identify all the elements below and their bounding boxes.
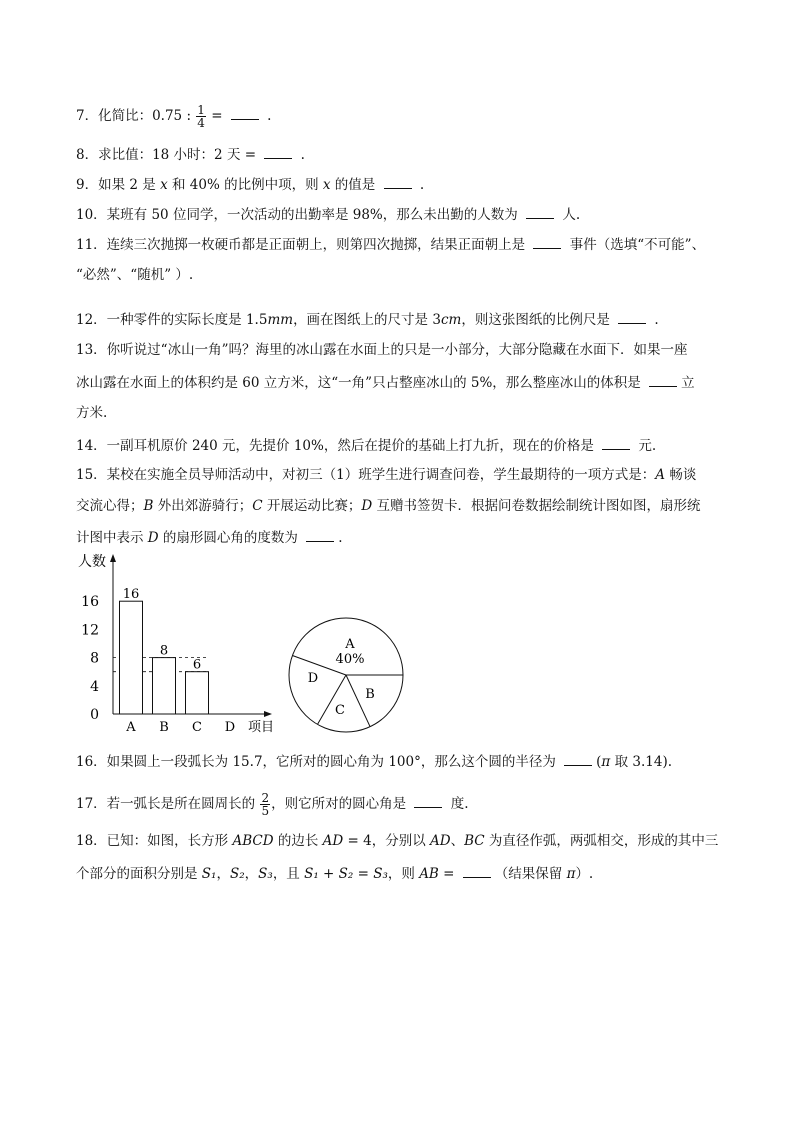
x-tick-label: A [126, 720, 136, 735]
question-18-text: ，则 [387, 866, 420, 882]
question-13-text: 冰山露在水面上的体积约是 60 立方米，这“一角”只占整座冰山的 5%，那么整座冰山的体积是 [76, 375, 646, 391]
question-15-text: 开展运动比赛； [262, 498, 362, 514]
variable-abcd: ABCD [232, 833, 274, 849]
unit-text: 元. [634, 438, 657, 454]
y-axis-label: 人数 [78, 554, 106, 570]
x-axis-label: 项目 [248, 720, 275, 735]
answer-blank[interactable] [231, 106, 259, 120]
question-9-text: 的值是 [330, 177, 380, 193]
question-17-text: 17．若一弧长是所在圆周长的 [76, 796, 260, 812]
data-label: 6 [192, 657, 202, 673]
fraction-numerator: 2 [261, 791, 270, 805]
data-label: 8 [159, 643, 169, 659]
question-9-text: 9．如果 2 是 [76, 177, 161, 193]
question-18-text: （结果保留 [494, 866, 567, 882]
answer-blank[interactable] [384, 175, 412, 189]
bar-chart [81, 587, 235, 735]
question-18-text: 18．已知：如图，长方形 [76, 833, 233, 849]
separator: ， [244, 866, 259, 882]
x-tick-label: C [192, 720, 202, 735]
question-15-line-3 [76, 528, 343, 547]
question-11-text: 11．连续三次抛掷一枚硬币都是正面朝上，则第四次抛掷，结果正面朝上是 [76, 237, 530, 253]
question-15-line-1 [76, 466, 696, 484]
question-18-text: 的边长 [273, 833, 323, 849]
question-15-text: 外出郊游骑行； [153, 498, 253, 514]
answer-blank[interactable] [618, 310, 646, 324]
question-14-text: 14．一副耳机原价 240 元，先提价 10%，然后在提价的基础上打九折，现在的价格是 [76, 438, 599, 454]
period: . [650, 312, 659, 328]
question-11-line-1 [76, 235, 705, 254]
question-11-line-2 [76, 266, 193, 284]
question-13-text: 立 [681, 375, 695, 391]
period: . [262, 108, 272, 124]
question-9-text: 和 40% 的比例中项，则 [167, 177, 323, 193]
fraction-denominator: 5 [261, 804, 270, 818]
pi-symbol: π [566, 866, 576, 882]
pi-symbol: π [601, 754, 611, 770]
question-16 [76, 752, 672, 771]
y-tick-label: 0 [90, 707, 99, 723]
question-18-text: = [438, 866, 459, 882]
pie-percent-label: 40% [335, 652, 365, 667]
question-7-text: 7．化简比：0.75 : [76, 108, 196, 124]
unit-text: 度. [446, 796, 469, 812]
question-16-text: 16．如果圆上一段弧长为 15.7，它所对的圆心角为 100°，那么这个圆的半径为 [76, 754, 561, 770]
question-15-line-2 [76, 497, 700, 515]
variable-x: x [160, 177, 168, 193]
question-11-text: 事件（选填“不可能”、 [565, 237, 706, 253]
y-tick-label: 12 [81, 622, 99, 639]
bar-a [120, 601, 143, 714]
y-tick-label: 8 [90, 650, 99, 667]
question-12-text: ，则这张图纸的比例尺是 [461, 312, 615, 328]
x-axis-arrow [264, 711, 272, 717]
question-13-line-2 [76, 373, 695, 392]
question-8-text: 8．求比值：18 小时：2 天 = [76, 147, 261, 163]
question-17 [76, 792, 469, 817]
statistics-figure [76, 552, 406, 742]
period: . [296, 147, 305, 163]
answer-blank[interactable] [526, 205, 554, 219]
variable-ab: AB [419, 866, 439, 882]
answer-blank[interactable] [264, 145, 292, 159]
variable-bc: BC [464, 833, 485, 849]
separator: ， [216, 866, 230, 882]
answer-blank[interactable] [463, 864, 491, 878]
fraction-numerator: 1 [197, 103, 205, 117]
unit-cm: cm [440, 312, 462, 328]
answer-blank[interactable] [533, 235, 561, 249]
y-tick-label: 16 [81, 594, 99, 611]
pie-chart [289, 618, 403, 732]
bar-b [153, 658, 176, 714]
question-11-text: “必然”、“随机” ）. [76, 267, 194, 283]
period: . [338, 530, 343, 546]
question-13-text: 方米. [76, 405, 108, 421]
bar-c [186, 672, 209, 714]
question-12-text: 12．一种零件的实际长度是 1.5 [76, 312, 268, 328]
equals-sign: = [206, 108, 227, 124]
question-13-line-3 [76, 404, 107, 422]
question-15-text: 交流心得； [76, 498, 144, 514]
equation: S₁ + S₂ = S₃ [304, 866, 388, 882]
question-14 [76, 436, 656, 455]
variable-b: B [143, 498, 154, 514]
question-16-text: ( [596, 754, 602, 770]
variable-s3: S₃ [258, 866, 273, 882]
unit-text: 人. [558, 207, 581, 223]
pie-label-b: B [365, 687, 375, 702]
answer-blank[interactable] [649, 373, 677, 387]
question-15-text: 15．某校在实施全员导师活动中，对初三（1）班学生进行调查问卷，学生最期待的一项方式是： [76, 467, 656, 483]
variable-d: D [361, 498, 373, 514]
unit-mm: mm [267, 312, 294, 328]
question-15-text: 互赠书签贺卡．根据问卷数据绘制统计图如图，扇形统 [372, 498, 701, 514]
pie-label-a: A [345, 637, 355, 652]
fraction-1-4 [196, 104, 206, 129]
question-13-line-1 [76, 341, 687, 359]
period: . [415, 177, 425, 193]
question-18-line-2 [76, 864, 593, 883]
pie-label-c: C [335, 703, 345, 718]
y-tick-label: 4 [90, 678, 99, 695]
answer-blank[interactable] [414, 794, 442, 808]
question-9 [76, 175, 424, 194]
question-8 [76, 145, 305, 164]
x-tick-label: B [159, 720, 169, 735]
question-10-text: 10．某班有 50 位同学，一次活动的出勤率是 98%，那么未出勤的人数为 [76, 207, 523, 223]
fraction-2-5 [260, 792, 270, 817]
question-15-text: 计图中表示 [76, 530, 148, 546]
variable-s2: S₂ [229, 866, 245, 882]
question-18-text: ，且 [272, 866, 305, 882]
answer-blank[interactable] [564, 752, 592, 766]
question-15-text: 畅谈 [665, 467, 697, 483]
question-10 [76, 205, 580, 224]
question-15-text: 的扇形圆心角的度数为 [158, 530, 303, 546]
answer-blank[interactable] [602, 436, 630, 450]
y-axis-arrow [110, 554, 116, 562]
data-label: 16 [122, 587, 140, 603]
question-12-text: ，画在图纸上的尺寸是 3 [293, 312, 441, 328]
question-18-text: 、 [450, 833, 465, 849]
question-18-text: 为直径作弧，两弧相交，形成的其中三 [484, 833, 719, 849]
question-18-text: 个部分的面积分别是 [76, 866, 202, 882]
question-12 [76, 310, 659, 329]
question-7 [76, 104, 271, 129]
fraction-denominator: 4 [197, 116, 205, 130]
variable-ad: AD [430, 833, 451, 849]
variable-x: x [322, 177, 331, 193]
variable-c: C [252, 498, 263, 514]
variable-s1: S₁ [201, 866, 217, 882]
question-18-line-1 [76, 832, 718, 850]
question-13-text: 13．你听说过“冰山一角”吗？海里的冰山露在水面上的只是一小部分，大部分隐藏在水面下．如果一座 [76, 342, 688, 358]
variable-a: A [655, 467, 666, 483]
variable-ad: AD [322, 833, 344, 849]
variable-d: D [147, 530, 159, 546]
question-16-text: 取 3.14). [610, 754, 672, 770]
pie-label-d: D [307, 671, 319, 686]
x-tick-label: D [224, 720, 236, 735]
answer-blank[interactable] [306, 528, 334, 542]
question-17-text: ，则它所对的圆心角是 [271, 796, 411, 812]
question-18-text: = 4，分别以 [343, 833, 431, 849]
question-18-text: ）. [575, 866, 594, 882]
